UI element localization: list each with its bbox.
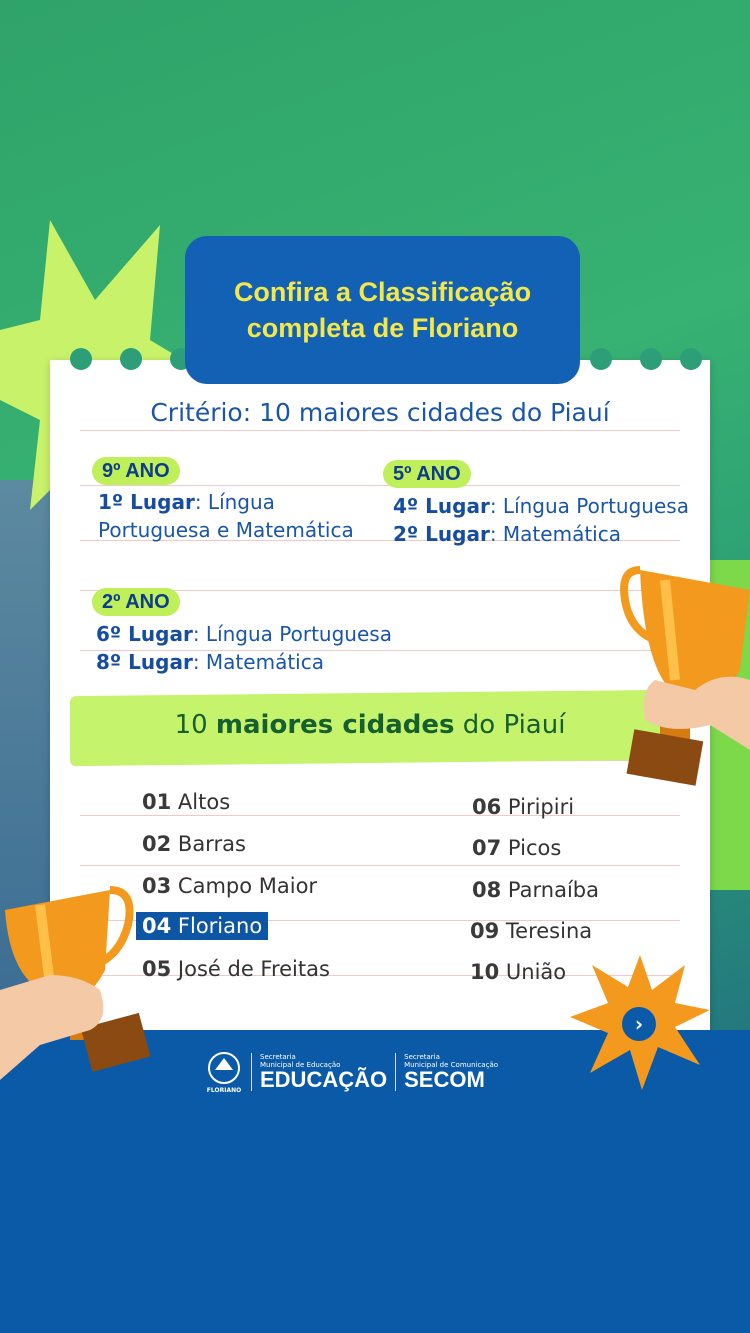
city-item: 01 Altos	[142, 790, 231, 814]
grade-9-result-1	[98, 488, 275, 516]
subject-label: : Língua Portuguesa	[192, 622, 392, 646]
floriano-seal-icon	[205, 1050, 243, 1094]
place-label: 1º Lugar	[98, 490, 195, 514]
title-line-2: completa de Floriano	[246, 313, 519, 343]
cities-banner-text	[70, 710, 670, 740]
place-label: 2º Lugar	[393, 522, 490, 546]
trophy-icon	[600, 560, 750, 810]
grade-tag-9: 9º ANO	[92, 457, 180, 485]
logo-separator	[251, 1053, 252, 1091]
grade-5-result-2	[393, 520, 621, 548]
city-item: 02 Barras	[142, 832, 246, 856]
grade-tag-2: 2º ANO	[92, 588, 180, 616]
banner-pre: 10	[174, 710, 216, 740]
subject-label: Portuguesa e Matemática	[98, 518, 354, 542]
city-item: 03 Campo Maior	[142, 874, 318, 898]
city-item-highlighted: 04 Floriano	[136, 912, 268, 940]
grade-9-result-2	[98, 516, 354, 544]
subject-label: : Matemática	[192, 650, 324, 674]
city-item: 07 Picos	[472, 836, 562, 860]
education-logo: Secretaria Municipal de Educação EDUCAÇÃO	[260, 1053, 388, 1092]
city-item: 06 Piripiri	[472, 795, 575, 819]
svg-text:FLORIANO: FLORIANO	[206, 1087, 242, 1094]
city-item: 09 Teresina	[470, 919, 593, 943]
grade-5-result-1	[393, 492, 689, 520]
city-item: 05 José de Freitas	[142, 957, 330, 981]
banner-bold: maiores cidades	[215, 710, 455, 740]
banner-post: do Piauí	[454, 710, 566, 740]
footer-logos	[205, 1050, 498, 1094]
chevron-right-icon[interactable]: ›	[622, 1007, 656, 1041]
grade-tag-5: 5º ANO	[383, 460, 471, 488]
logo-separator	[395, 1053, 396, 1091]
secom-logo: Secretaria Municipal de Comunicação SECOM	[404, 1053, 499, 1092]
place-label: 4º Lugar	[393, 494, 490, 518]
place-label: 8º Lugar	[96, 650, 193, 674]
title-line-1: Confira a Classificação	[233, 277, 532, 307]
subject-label: : Língua	[194, 490, 275, 514]
grade-2-result-2	[96, 648, 324, 676]
subject-label: : Língua Portuguesa	[489, 494, 689, 518]
place-label: 6º Lugar	[96, 622, 193, 646]
criteria-heading: Critério: 10 maiores cidades do Piauí	[150, 398, 610, 427]
trophy-icon	[0, 880, 150, 1090]
title-box	[185, 236, 580, 384]
city-item: 10 União	[470, 960, 567, 984]
city-item: 08 Parnaíba	[472, 878, 599, 902]
grade-2-result-1	[96, 620, 392, 648]
subject-label: : Matemática	[489, 522, 621, 546]
